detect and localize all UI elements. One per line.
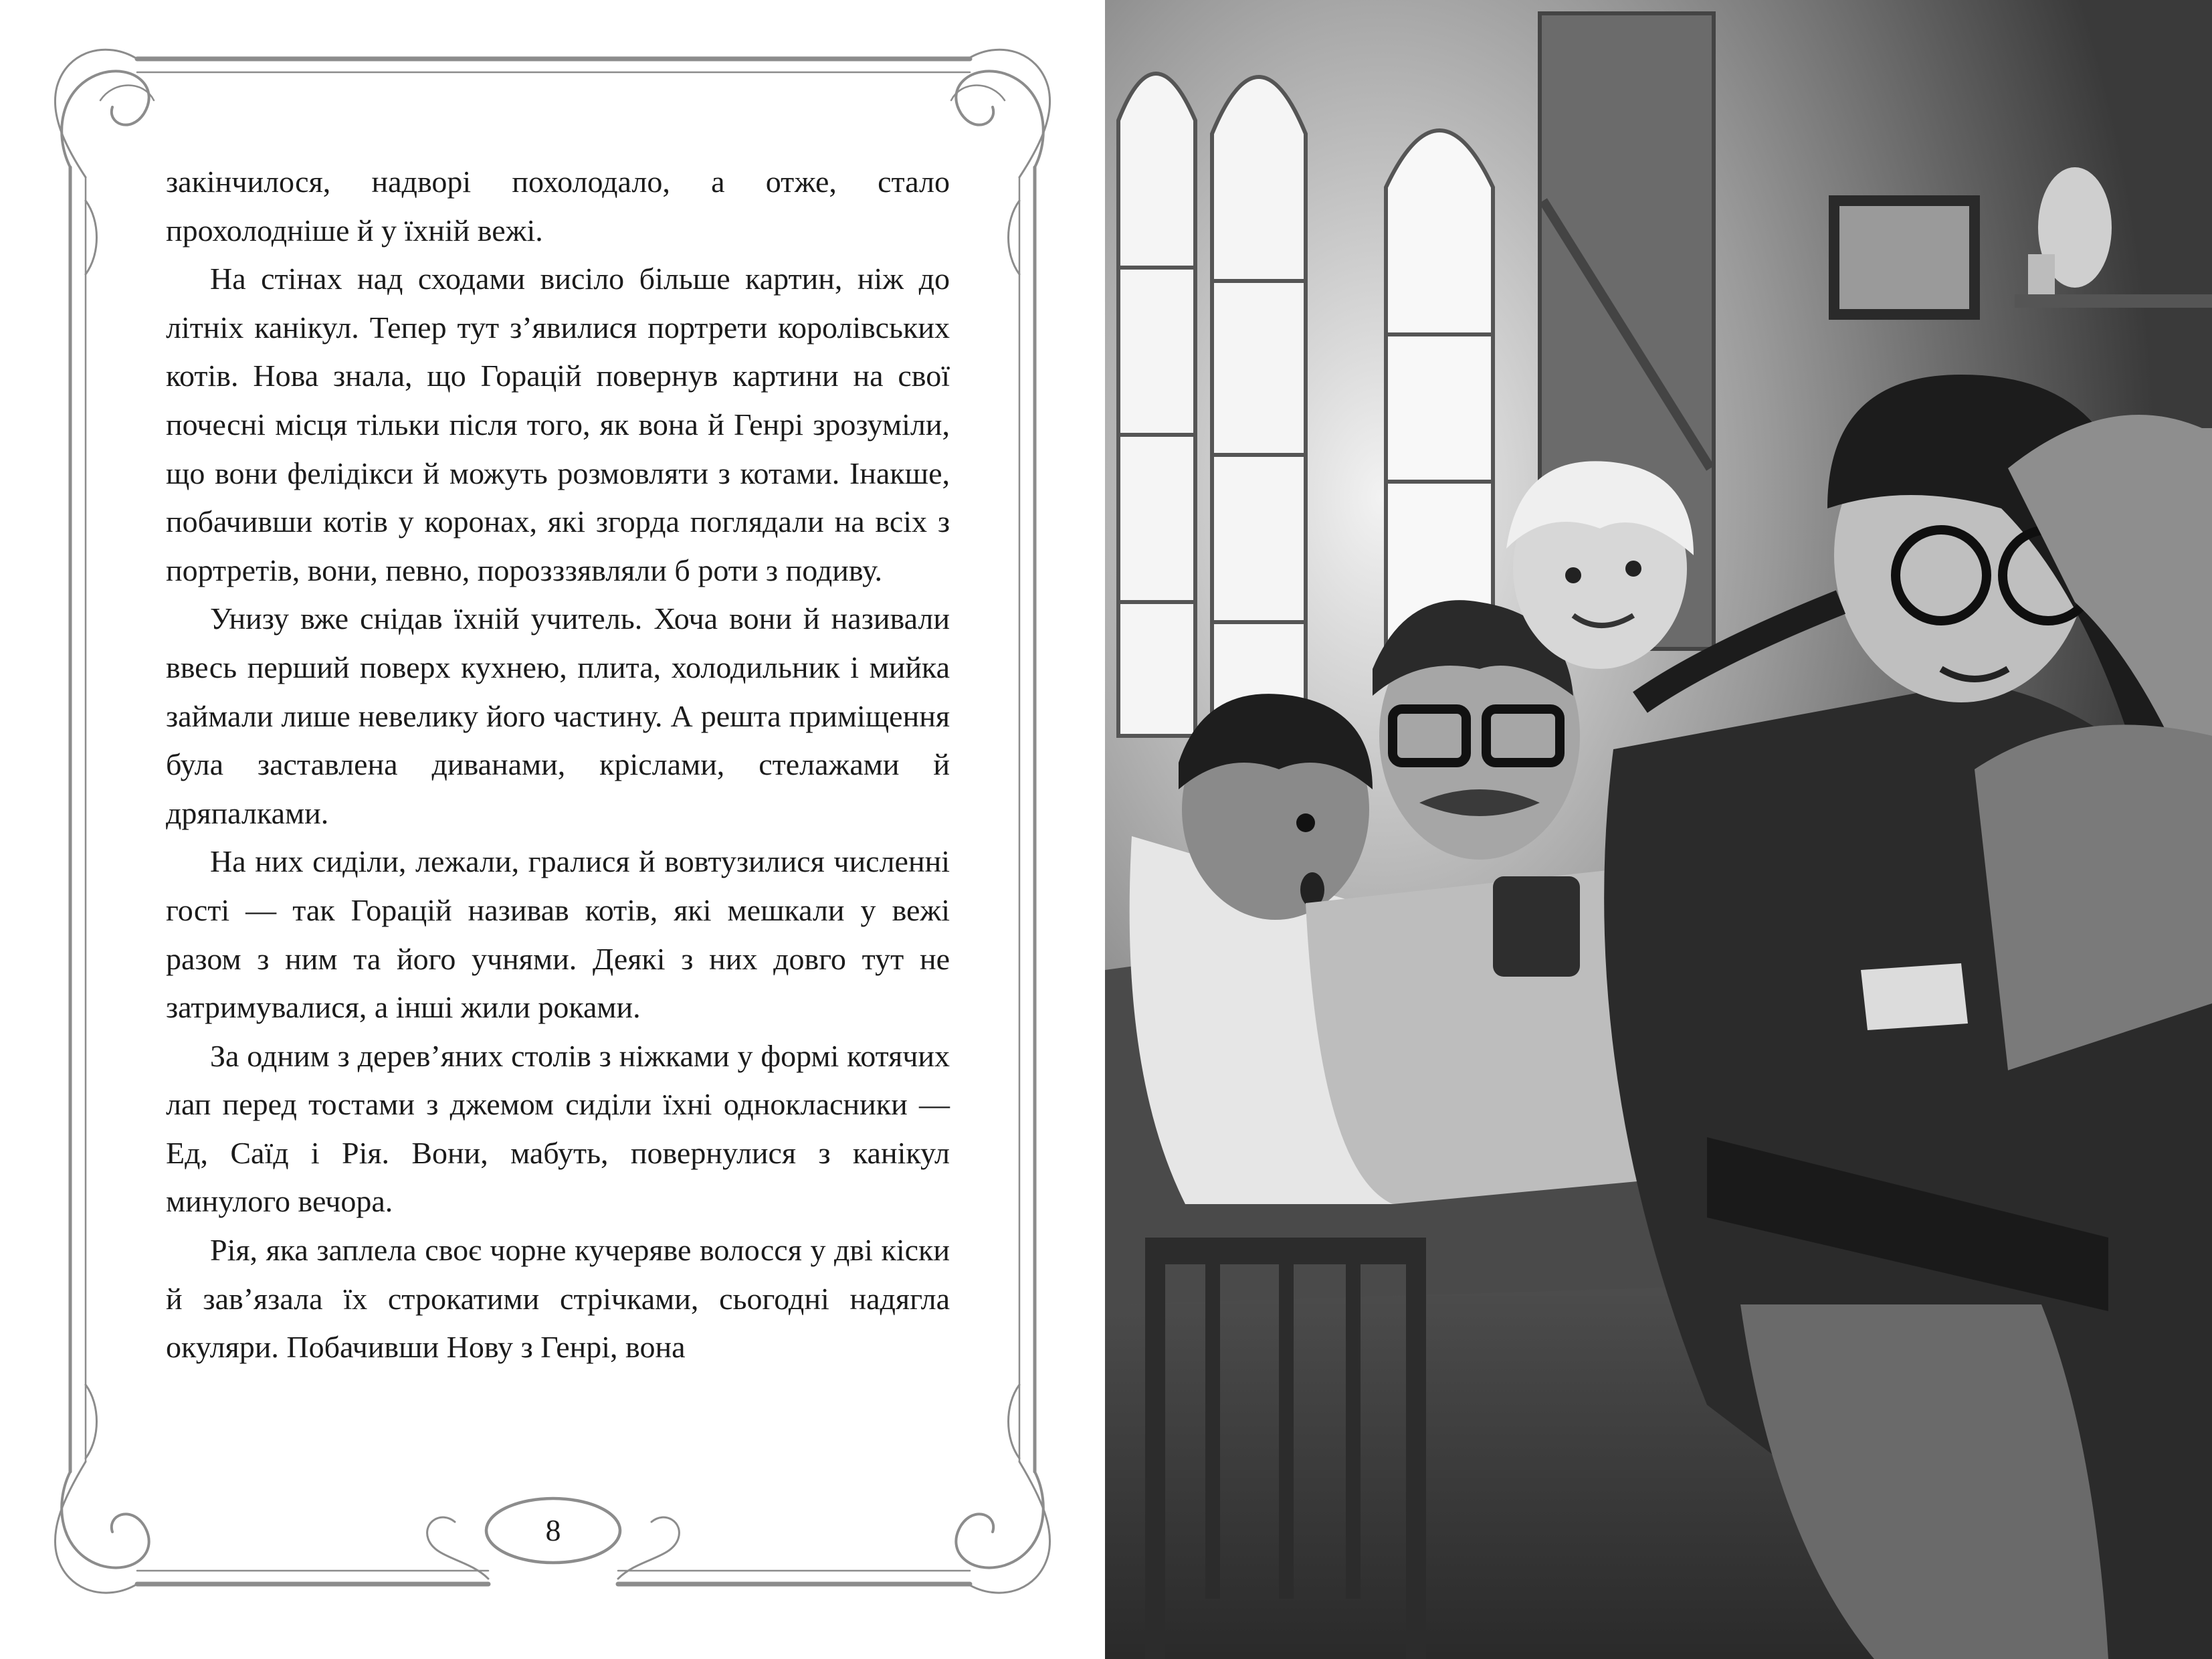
paragraph: закінчилося, надворі похолодало, а отже, стало прохолодніше й у їхній вежі.	[166, 165, 950, 248]
text-page	[0, 0, 1105, 1659]
paragraph: За одним з дерев’яних столів з ніжками у формі котячих лап перед тостами з джемом сиділи їхні однокласники — Ед, Саїд і Рія. Вони, мабуть, повернулися з канікул минулого вечора.	[166, 1038, 950, 1219]
arched-window	[1118, 74, 1306, 736]
body-text	[166, 158, 950, 1372]
paragraph: Унизу вже снідав їхній учитель. Хоча вони й називали ввесь перший поверх кухнею, плита, холодильник і мийка займали лише невелику його частину. А решта приміщення була заставлена диванами, кріслами, стелажами й дряпалками.	[166, 601, 950, 830]
paragraph: На них сиділи, лежали, гралися й вовтузилися численні гості — так Горацій називав котів, які мешкали у вежі разом з ним та його учнями. Деякі з них довго тут не затримувалися, а інші жили роками.	[166, 844, 950, 1025]
arched-window	[1386, 130, 1493, 669]
cup	[2028, 254, 2055, 294]
checkered-cuff	[1861, 963, 1968, 1030]
page-number: 8	[545, 1513, 561, 1547]
paragraph: На стінах над сходами висіло більше картин, ніж до літніх канікул. Тепер тут з’явилися портрети королівських котів. Нова знала, що Горацій повернув картини на свої почесні місця тільки після того, як вона й Генрі зрозуміли, що вони фелідікси й можуть розмовляти з котами. Інакше, побачивши котів у коронах, які згорда поглядали на всіх з портретів, вони, певно, порозззявляли б роти з подиву.	[166, 262, 950, 587]
illustration-page	[1105, 0, 2212, 1659]
shelf	[2015, 294, 2212, 308]
paragraph: Рія, яка заплела своє чорне кучеряве волосся у дві кіски й зав’язала їх строкатими стрічками, сьогодні надягла окуляри. Побачивши Нову з Генрі, вона	[166, 1233, 950, 1365]
illustration-scene	[1105, 0, 2212, 1659]
mug	[1493, 876, 1580, 977]
wall-picture-frame	[1834, 201, 1975, 314]
